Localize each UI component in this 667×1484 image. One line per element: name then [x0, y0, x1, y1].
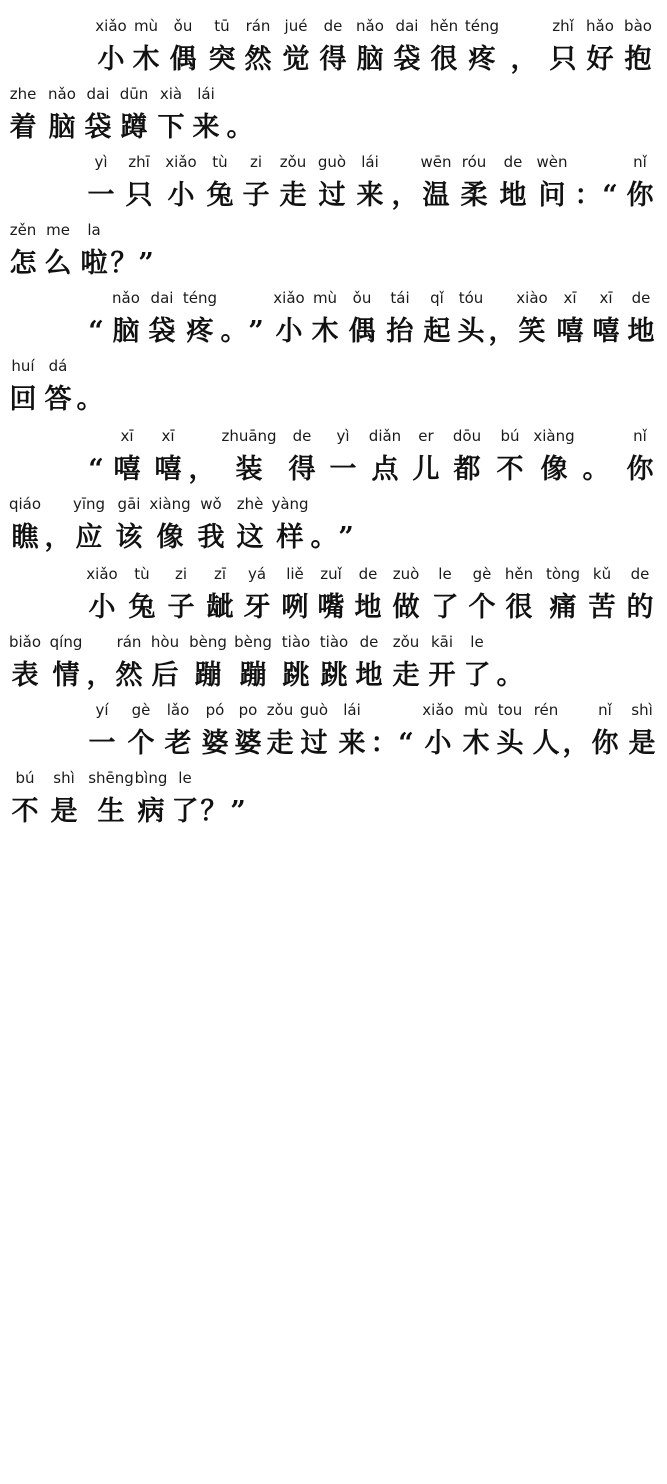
punctuation: ” [138, 248, 154, 279]
hanzi-char: 个 [468, 592, 496, 623]
pinyin-syllable: me [46, 221, 70, 239]
hanzi-row [0, 244, 667, 284]
story-line-5 [0, 286, 667, 354]
hanzi-char: 疼 [468, 44, 496, 75]
hanzi-char: 跳 [320, 660, 348, 691]
pinyin-syllable: zi [174, 565, 188, 583]
hanzi-char: 走 [266, 728, 294, 759]
punctuation: “ [88, 454, 104, 485]
pinyin-syllable: xiàng [533, 427, 575, 445]
hanzi-char: 啦 [80, 248, 108, 279]
pinyin-syllable: mù [133, 17, 159, 35]
hanzi-char: 苦 [588, 592, 616, 623]
hanzi-char: 这 [236, 522, 264, 553]
pinyin-syllable: zhè [236, 495, 264, 513]
punctuation: ， [391, 180, 419, 211]
pinyin-row [0, 766, 667, 790]
pinyin-syllable: zuǐ [320, 565, 342, 583]
pinyin-row [0, 562, 667, 586]
pinyin-syllable: hǎo [586, 17, 614, 35]
hanzi-char: 龇 [206, 592, 234, 623]
pinyin-syllable: tái [390, 289, 410, 307]
pinyin-syllable: bào [624, 17, 652, 35]
hanzi-char: 我 [197, 522, 225, 553]
pinyin-syllable: qǐ [430, 289, 444, 307]
hanzi-char: 地 [355, 660, 383, 691]
pinyin-syllable: bú [15, 769, 35, 787]
hanzi-char: 牙 [243, 592, 271, 623]
hanzi-char: 地 [627, 316, 655, 347]
hanzi-char: 过 [318, 180, 346, 211]
punctuation: ： [370, 728, 398, 759]
hanzi-row [0, 40, 667, 80]
pinyin-syllable: xià [159, 85, 183, 103]
hanzi-char: 木 [132, 44, 160, 75]
hanzi-char: 答 [44, 384, 72, 415]
hanzi-char: 你 [626, 180, 654, 211]
punctuation: 。 [496, 660, 524, 691]
punctuation: ” [338, 522, 354, 553]
pinyin-syllable: rán [245, 17, 271, 35]
hanzi-char: 地 [499, 180, 527, 211]
hanzi-char: 像 [156, 522, 184, 553]
hanzi-row [0, 518, 667, 558]
pinyin-syllable: jué [284, 17, 308, 35]
pinyin-syllable: tù [134, 565, 150, 583]
pinyin-syllable: bú [500, 427, 520, 445]
pinyin-syllable: rán [116, 633, 142, 651]
pinyin-syllable: dūn [119, 85, 149, 103]
pinyin-syllable: tou [497, 701, 523, 719]
story-line-4 [0, 218, 667, 286]
pinyin-syllable: nǎo [112, 289, 140, 307]
punctuation: ， [188, 454, 216, 485]
pinyin-syllable: zuò [392, 565, 420, 583]
hanzi-char: 人 [532, 728, 560, 759]
pinyin-syllable: téng [182, 289, 218, 307]
story-line-1 [0, 14, 667, 82]
hanzi-char: 很 [505, 592, 533, 623]
hanzi-char: 觉 [282, 44, 310, 75]
pinyin-row [0, 354, 667, 378]
hanzi-char: 嘻 [154, 454, 182, 485]
hanzi-char: 婆 [201, 728, 229, 759]
pinyin-syllable: hěn [504, 565, 534, 583]
pinyin-syllable: biǎo [8, 633, 42, 651]
pinyin-syllable: tòng [545, 565, 581, 583]
hanzi-char: 一 [329, 454, 357, 485]
pinyin-syllable: lái [343, 701, 361, 719]
hanzi-char: 怎 [9, 248, 37, 279]
pinyin-row [0, 698, 667, 722]
punctuation: “ [88, 316, 104, 347]
hanzi-char: 来 [192, 112, 220, 143]
pinyin-syllable: dai [150, 289, 174, 307]
hanzi-char: 应 [75, 522, 103, 553]
hanzi-char: 突 [208, 44, 236, 75]
pinyin-syllable: de [358, 565, 378, 583]
pinyin-syllable: mù [312, 289, 338, 307]
pinyin-syllable: xiǎo [165, 153, 197, 171]
pinyin-syllable: bìng [134, 769, 168, 787]
hanzi-char: 嘻 [592, 316, 620, 347]
pinyin-syllable: lái [197, 85, 215, 103]
hanzi-row [0, 312, 667, 352]
pinyin-syllable: tù [212, 153, 228, 171]
pinyin-syllable: wǒ [200, 495, 222, 513]
hanzi-char: 很 [430, 44, 458, 75]
hanzi-char: 蹦 [194, 660, 222, 691]
hanzi-char: 脑 [112, 316, 140, 347]
hanzi-char: 地 [354, 592, 382, 623]
punctuation: 。 [226, 112, 254, 143]
hanzi-char: 了 [463, 660, 491, 691]
pinyin-syllable: wèn [536, 153, 568, 171]
hanzi-char: 头 [496, 728, 524, 759]
hanzi-char: 老 [164, 728, 192, 759]
hanzi-char: 像 [540, 454, 568, 485]
pinyin-syllable: yá [247, 565, 267, 583]
pinyin-syllable: ǒu [352, 289, 372, 307]
pinyin-syllable: shì [53, 769, 75, 787]
hanzi-char: 只 [549, 44, 577, 75]
hanzi-char: 婆 [234, 728, 262, 759]
punctuation: ” [248, 316, 264, 347]
pinyin-syllable: rén [533, 701, 559, 719]
pinyin-syllable: dōu [452, 427, 482, 445]
hanzi-char: 你 [626, 454, 654, 485]
hanzi-char: 回 [9, 384, 37, 415]
punctuation: ” [230, 796, 246, 827]
punctuation: “ [602, 180, 618, 211]
hanzi-char: 样 [276, 522, 304, 553]
story-line-11 [0, 698, 667, 766]
hanzi-char: 抬 [386, 316, 414, 347]
punctuation: ， [86, 660, 114, 691]
hanzi-row [0, 792, 667, 832]
hanzi-char: 走 [279, 180, 307, 211]
pinyin-syllable: lǎo [166, 701, 190, 719]
story-line-6 [0, 354, 667, 422]
pinyin-syllable: tiào [319, 633, 349, 651]
hanzi-char: 偶 [169, 44, 197, 75]
hanzi-char: 偶 [348, 316, 376, 347]
hanzi-char: 袋 [84, 112, 112, 143]
pinyin-syllable: xiàng [149, 495, 191, 513]
hanzi-char: 蹲 [120, 112, 148, 143]
pinyin-syllable: gè [131, 701, 151, 719]
hanzi-char: 不 [496, 454, 524, 485]
hanzi-char: 该 [115, 522, 143, 553]
pinyin-syllable: tóu [458, 289, 484, 307]
pinyin-syllable: qiáo [8, 495, 42, 513]
pinyin-syllable: de [323, 17, 343, 35]
hanzi-char: 跳 [282, 660, 310, 691]
hanzi-char: 木 [311, 316, 339, 347]
punctuation: “ [398, 728, 414, 759]
punctuation: ？ [110, 248, 138, 279]
hanzi-char: 走 [392, 660, 420, 691]
hanzi-char: 装 [235, 454, 263, 485]
pinyin-syllable: zǒu [279, 153, 307, 171]
pinyin-syllable: zi [249, 153, 263, 171]
hanzi-row [0, 176, 667, 216]
hanzi-char: 个 [127, 728, 155, 759]
pinyin-syllable: nǎo [48, 85, 76, 103]
hanzi-char: 你 [591, 728, 619, 759]
hanzi-char: 来 [338, 728, 366, 759]
pinyin-syllable: pó [205, 701, 225, 719]
hanzi-char: 嘴 [317, 592, 345, 623]
pinyin-syllable: mù [463, 701, 489, 719]
pinyin-syllable: shēng [88, 769, 134, 787]
punctuation: ， [510, 44, 538, 75]
hanzi-char: 头 [457, 316, 485, 347]
pinyin-syllable: xiǎo [273, 289, 305, 307]
pinyin-syllable: huí [11, 357, 35, 375]
pinyin-syllable: zǒu [392, 633, 420, 651]
pinyin-syllable: lái [361, 153, 379, 171]
pinyin-row [0, 14, 667, 38]
punctuation: ， [562, 728, 590, 759]
pinyin-syllable: bèng [189, 633, 227, 651]
hanzi-char: 脑 [356, 44, 384, 75]
punctuation: 。 [76, 384, 104, 415]
hanzi-char: 抱 [624, 44, 652, 75]
pinyin-syllable: xiǎo [422, 701, 454, 719]
hanzi-char: 做 [392, 592, 420, 623]
pinyin-syllable: tiào [281, 633, 311, 651]
pinyin-syllable: xī [120, 427, 134, 445]
hanzi-char: 了 [171, 796, 199, 827]
punctuation: 。 [310, 522, 338, 553]
pinyin-syllable: shì [631, 701, 653, 719]
pinyin-row [0, 492, 667, 516]
pinyin-syllable: róu [461, 153, 487, 171]
hanzi-char: 是 [628, 728, 656, 759]
hanzi-char: 开 [428, 660, 456, 691]
pinyin-syllable: yīng [72, 495, 106, 513]
pinyin-row [0, 630, 667, 654]
pinyin-syllable: hěn [429, 17, 459, 35]
pinyin-syllable: de [503, 153, 523, 171]
hanzi-char: 疼 [186, 316, 214, 347]
story-line-9 [0, 562, 667, 630]
pinyin-syllable: xī [563, 289, 577, 307]
hanzi-char: 小 [167, 180, 195, 211]
hanzi-char: 起 [423, 316, 451, 347]
hanzi-char: 小 [275, 316, 303, 347]
pinyin-syllable: ǒu [173, 17, 193, 35]
hanzi-char: 都 [453, 454, 481, 485]
pinyin-syllable: po [238, 701, 258, 719]
hanzi-char: 得 [288, 454, 316, 485]
hanzi-char: 过 [300, 728, 328, 759]
pinyin-syllable: le [470, 633, 484, 651]
pinyin-syllable: téng [464, 17, 500, 35]
hanzi-char: 一 [87, 180, 115, 211]
hanzi-char: 么 [44, 248, 72, 279]
hanzi-char: 嘻 [556, 316, 584, 347]
hanzi-char: 蹦 [239, 660, 267, 691]
pinyin-syllable: yí [95, 701, 109, 719]
pinyin-syllable: zǒu [266, 701, 294, 719]
story-line-2 [0, 82, 667, 150]
pinyin-syllable: diǎn [368, 427, 402, 445]
hanzi-char: 着 [9, 112, 37, 143]
pinyin-syllable: xiào [516, 289, 548, 307]
hanzi-char: 然 [244, 44, 272, 75]
pinyin-syllable: dá [48, 357, 68, 375]
hanzi-row [0, 450, 667, 490]
punctuation: ， [44, 522, 72, 553]
punctuation: 。 [220, 316, 248, 347]
hanzi-char: 笑 [518, 316, 546, 347]
pinyin-syllable: yì [94, 153, 108, 171]
pinyin-syllable: zī [213, 565, 227, 583]
hanzi-char: 是 [50, 796, 78, 827]
hanzi-row [0, 656, 667, 696]
hanzi-char: 木 [462, 728, 490, 759]
hanzi-char: 表 [11, 660, 39, 691]
pinyin-syllable: zhuāng [221, 427, 277, 445]
pinyin-syllable: kāi [430, 633, 454, 651]
hanzi-char: 点 [371, 454, 399, 485]
story-line-12 [0, 766, 667, 834]
hanzi-row [0, 724, 667, 764]
hanzi-char: 的 [626, 592, 654, 623]
pinyin-syllable: de [292, 427, 312, 445]
pinyin-syllable: gè [472, 565, 492, 583]
pinyin-syllable: nǐ [633, 153, 647, 171]
hanzi-char: 病 [137, 796, 165, 827]
hanzi-char: 后 [151, 660, 179, 691]
pinyin-row [0, 286, 667, 310]
hanzi-char: 袋 [148, 316, 176, 347]
hanzi-char: 瞧 [11, 522, 39, 553]
pinyin-syllable: tū [214, 17, 230, 35]
hanzi-char: 然 [115, 660, 143, 691]
hanzi-char: 好 [586, 44, 614, 75]
hanzi-char: 咧 [281, 592, 309, 623]
pinyin-row [0, 424, 667, 448]
hanzi-char: 柔 [460, 180, 488, 211]
hanzi-char: 子 [167, 592, 195, 623]
hanzi-char: 痛 [549, 592, 577, 623]
pinyin-syllable: zhī [128, 153, 150, 171]
hanzi-char: 小 [88, 592, 116, 623]
pinyin-syllable: yì [336, 427, 350, 445]
hanzi-char: 下 [157, 112, 185, 143]
hanzi-char: 温 [422, 180, 450, 211]
hanzi-char: 脑 [48, 112, 76, 143]
hanzi-char: 一 [88, 728, 116, 759]
story-line-10 [0, 630, 667, 698]
pinyin-syllable: le [438, 565, 452, 583]
hanzi-row [0, 588, 667, 628]
pinyin-syllable: de [359, 633, 379, 651]
hanzi-char: 情 [52, 660, 80, 691]
hanzi-char: 儿 [412, 454, 440, 485]
pinyin-syllable: dai [395, 17, 419, 35]
hanzi-char: 来 [356, 180, 384, 211]
pinyin-syllable: la [87, 221, 101, 239]
pinyin-syllable: xī [161, 427, 175, 445]
pinyin-row [0, 150, 667, 174]
pinyin-syllable: zhǐ [552, 17, 574, 35]
hanzi-char: 了 [431, 592, 459, 623]
pinyin-syllable: xī [599, 289, 613, 307]
hanzi-char: 不 [11, 796, 39, 827]
pinyin-syllable: guò [317, 153, 347, 171]
hanzi-row [0, 108, 667, 148]
pinyin-syllable: guò [299, 701, 329, 719]
pinyin-syllable: er [418, 427, 434, 445]
hanzi-char: 只 [125, 180, 153, 211]
pinyin-row [0, 82, 667, 106]
story-line-3 [0, 150, 667, 218]
pinyin-syllable: nǐ [598, 701, 612, 719]
pinyin-syllable: xiǎo [95, 17, 127, 35]
hanzi-char: 生 [97, 796, 125, 827]
pinyin-syllable: xiǎo [86, 565, 118, 583]
pinyin-syllable: wēn [420, 153, 452, 171]
story-line-8 [0, 492, 667, 560]
pinyin-syllable: liě [286, 565, 304, 583]
pinyin-syllable: yàng [271, 495, 309, 513]
hanzi-char: 嘻 [113, 454, 141, 485]
pinyin-row [0, 218, 667, 242]
hanzi-char: 子 [242, 180, 270, 211]
hanzi-char: 小 [424, 728, 452, 759]
pinyin-syllable: de [631, 289, 651, 307]
hanzi-char: 兔 [206, 180, 234, 211]
pinyin-syllable: kǔ [592, 565, 612, 583]
pinyin-syllable: bèng [234, 633, 272, 651]
punctuation: 。 [582, 454, 610, 485]
punctuation: ， [488, 316, 516, 347]
hanzi-char: 袋 [393, 44, 421, 75]
pinyin-syllable: qíng [49, 633, 83, 651]
pinyin-syllable: zhe [9, 85, 37, 103]
punctuation: ： [574, 180, 602, 211]
hanzi-char: 得 [319, 44, 347, 75]
story-line-7 [0, 424, 667, 492]
pinyin-syllable: de [630, 565, 650, 583]
pinyin-syllable: hòu [150, 633, 180, 651]
pinyin-syllable: dai [86, 85, 110, 103]
hanzi-char: 小 [97, 44, 125, 75]
pinyin-syllable: nǐ [633, 427, 647, 445]
hanzi-char: 问 [538, 180, 566, 211]
pinyin-syllable: nǎo [356, 17, 384, 35]
punctuation: ？ [200, 796, 228, 827]
hanzi-char: 兔 [128, 592, 156, 623]
pinyin-syllable: gāi [117, 495, 141, 513]
hanzi-row [0, 380, 667, 420]
pinyin-syllable: le [178, 769, 192, 787]
pinyin-syllable: zěn [9, 221, 37, 239]
